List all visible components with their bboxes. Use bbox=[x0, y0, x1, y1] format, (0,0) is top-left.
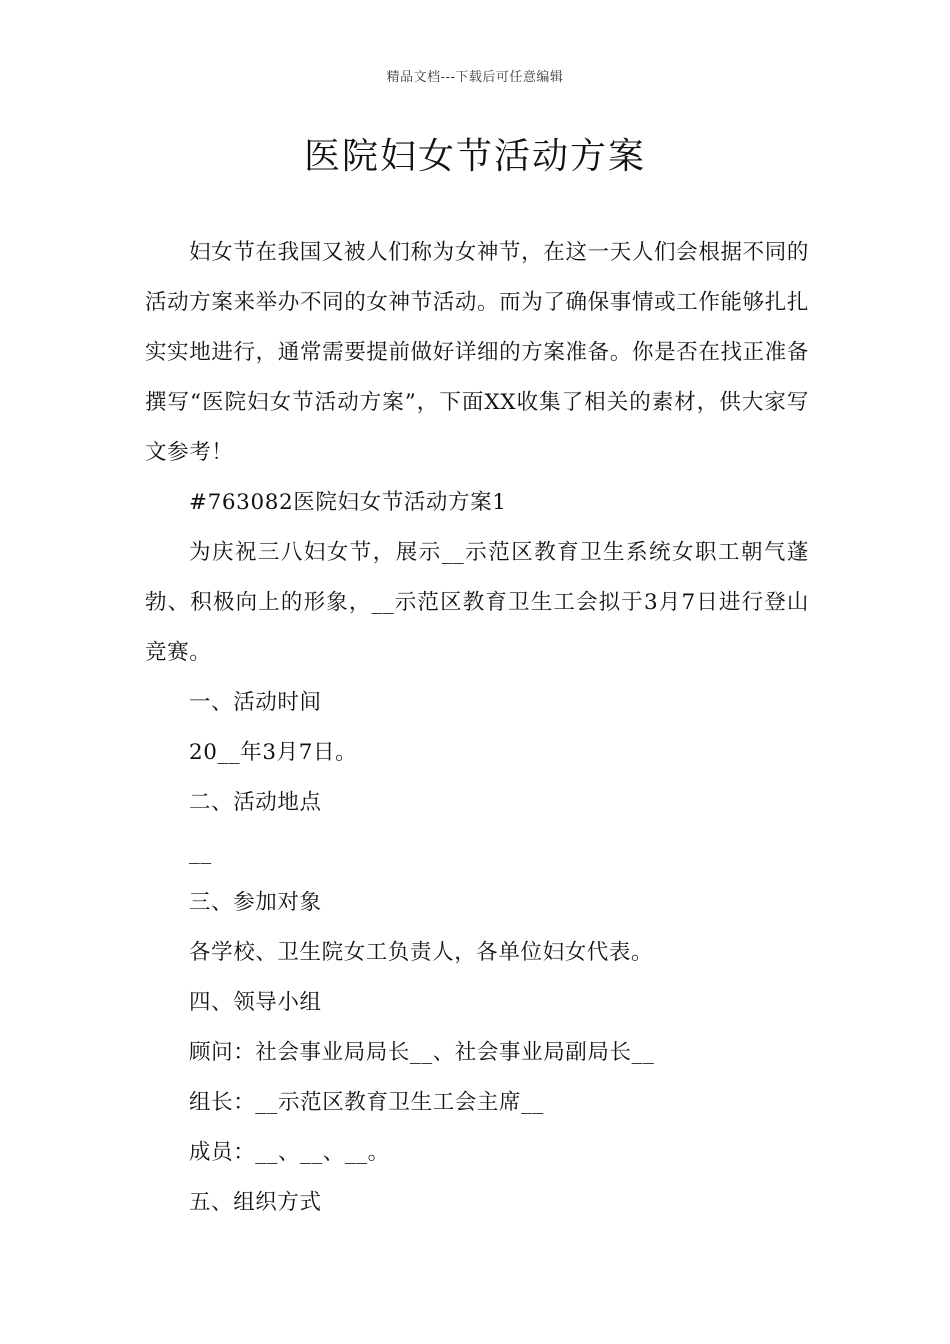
paragraph: 成员：__、__、__。 bbox=[189, 1140, 390, 1165]
list-heading: 一、活动时间 bbox=[189, 690, 322, 715]
intro-paragraph: 妇女节在我国又被人们称为女神节，在这一天人们会根据不同的活动方案来举办不同的女神节活动。而为了确保事情或工作能够扎扎实实地进行，通常需要提前做好详细的方案准备。你是否在找正准备撰写“医院妇女节活动方案”，下面XX收集了相关的素材，供大家写文参考！ bbox=[145, 240, 809, 465]
list-heading: 三、参加对象 bbox=[189, 890, 322, 915]
header-note: 精品文档---下载后可任意编辑 bbox=[386, 70, 564, 85]
section-heading: #763082医院妇女节活动方案1 bbox=[189, 490, 507, 515]
paragraph: 为庆祝三八妇女节，展示__示范区教育卫生系统女职工朝气蓬勃、积极向上的形象，__示范区教育卫生工会拟于3月7日进行登山竞赛。 bbox=[145, 540, 809, 665]
paragraph: __ bbox=[189, 840, 212, 865]
list-heading: 二、活动地点 bbox=[189, 790, 322, 815]
paragraph: 顾问：社会事业局局长__、社会事业局副局长__ bbox=[189, 1040, 655, 1065]
paragraph: 20__年3月7日。 bbox=[189, 740, 358, 765]
list-heading: 四、领导小组 bbox=[189, 990, 322, 1015]
document-body bbox=[145, 228, 809, 1228]
list-heading: 五、组织方式 bbox=[189, 1190, 322, 1215]
document-title: 医院妇女节活动方案 bbox=[303, 136, 646, 177]
paragraph: 组长：__示范区教育卫生工会主席__ bbox=[189, 1090, 544, 1115]
paragraph: 各学校、卫生院女工负责人，各单位妇女代表。 bbox=[189, 940, 654, 965]
